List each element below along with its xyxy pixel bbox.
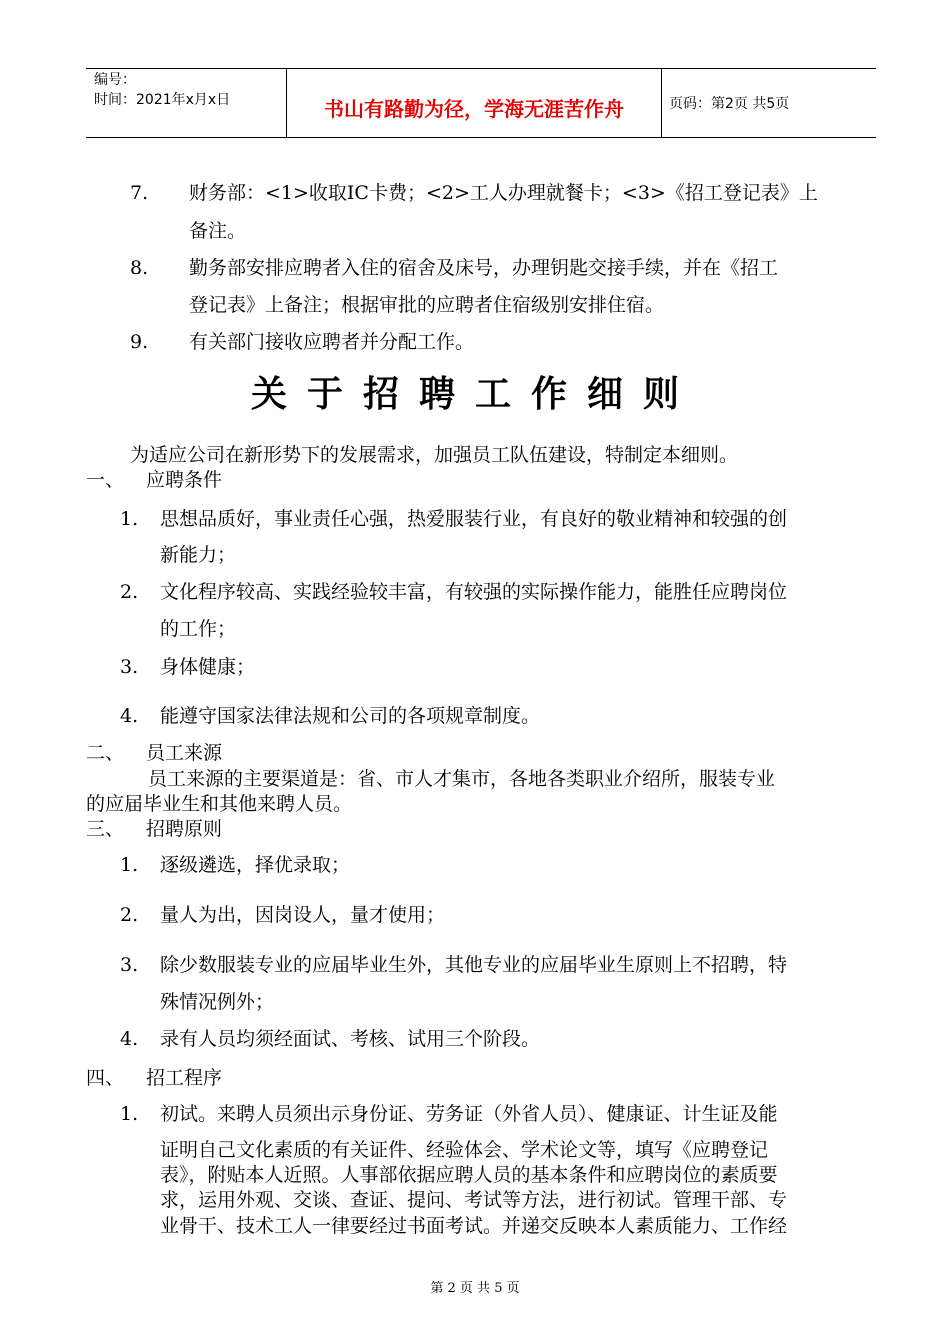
paragraph-line: 备注。	[189, 220, 247, 242]
paragraph-line: 新能力；	[160, 544, 237, 566]
paragraph-line: 员工来源的主要渠道是：省、市人才集市，各地各类职业介绍所，服装专业	[148, 768, 776, 790]
paragraph-line: 文化程序较高、实践经验较丰富，有较强的实际操作能力，能胜任应聘岗位	[160, 581, 788, 603]
section-heading: 招工程序	[146, 1067, 223, 1089]
list-item-number: 2.	[120, 581, 139, 603]
paragraph-line: 的工作；	[160, 618, 237, 640]
paragraph-line: 能遵守国家法律法规和公司的各项规章制度。	[160, 705, 541, 727]
section-number: 二、	[86, 742, 125, 764]
section-number: 三、	[86, 818, 125, 840]
page-header	[86, 68, 876, 138]
paragraph-line: 登记表》上备注；根据审批的应聘者住宿级别安排住宿。	[189, 294, 665, 316]
list-item-number: 9.	[130, 331, 149, 353]
document-time: 时间：2021年x月x日	[94, 92, 231, 108]
paragraph-line: 业骨干、技术工人一律要经过书面考试。并递交反映本人素质能力、工作经	[160, 1215, 788, 1237]
page-footer: 第 2 页 共 5 页	[430, 1281, 520, 1296]
list-item-number: 8.	[130, 257, 149, 279]
list-item-number: 1.	[120, 508, 139, 530]
paragraph-line: 初试。来聘人员须出示身份证、劳务证（外省人员）、健康证、计生证及能	[160, 1103, 778, 1125]
header-motto: 书山有路勤为径，学海无涯苦作舟	[324, 97, 624, 121]
document-title: 关于招聘工作细则	[250, 374, 699, 415]
paragraph-line: 思想品质好，事业责任心强，热爱服装行业，有良好的敬业精神和较强的创	[160, 508, 788, 530]
section-heading: 员工来源	[146, 742, 223, 764]
list-item-number: 3.	[120, 954, 139, 976]
section-heading: 应聘条件	[146, 469, 223, 491]
list-item-number: 7.	[130, 182, 149, 204]
paragraph-line: 表》，附贴本人近照。人事部依据应聘人员的基本条件和应聘岗位的素质要	[160, 1164, 778, 1186]
paragraph-line: 量人为出，因岗设人，量才使用；	[160, 904, 446, 926]
paragraph-line: 勤务部安排应聘者入住的宿舍及床号，办理钥匙交接手续，并在《招工	[189, 257, 779, 279]
list-item-number: 4.	[120, 705, 139, 727]
paragraph-line: 除少数服装专业的应届毕业生外，其他专业的应届毕业生原则上不招聘，特	[160, 954, 788, 976]
list-item-number: 4.	[120, 1028, 139, 1050]
section-heading: 招聘原则	[146, 818, 223, 840]
paragraph-line: 逐级遴选，择优录取；	[160, 854, 351, 876]
section-number: 一、	[86, 469, 125, 491]
intro-paragraph: 为适应公司在新形势下的发展需求，加强员工队伍建设，特制定本细则。	[130, 444, 739, 466]
paragraph-line: 录有人员均须经面试、考核、试用三个阶段。	[160, 1028, 541, 1050]
paragraph-line: 的应届毕业生和其他来聘人员。	[86, 793, 353, 815]
header-motto-cell	[286, 69, 662, 137]
paragraph-line: 证明自己文化素质的有关证件、经验体会、学术论文等，填写《应聘登记	[160, 1139, 769, 1161]
header-page-cell	[661, 69, 876, 137]
paragraph-line: 殊情况例外；	[160, 991, 275, 1013]
list-item-number: 3.	[120, 656, 139, 678]
list-item-number: 1.	[120, 1103, 139, 1125]
header-info-cell	[86, 69, 286, 137]
paragraph-line: 身体健康；	[160, 656, 256, 678]
section-number: 四、	[86, 1067, 125, 1089]
document-number: 编号：	[94, 72, 136, 88]
paragraph-line: 有关部门接收应聘者并分配工作。	[189, 331, 475, 353]
paragraph-line: 财务部：<1>收取IC卡费；<2>工人办理就餐卡；<3>《招工登记表》上	[189, 182, 818, 204]
header-page-number: 页码：第2页 共5页	[669, 96, 790, 112]
list-item-number: 2.	[120, 904, 139, 926]
list-item-number: 1.	[120, 854, 139, 876]
paragraph-line: 求，运用外观、交谈、查证、提问、考试等方法，进行初试。管理干部、专	[160, 1189, 788, 1211]
